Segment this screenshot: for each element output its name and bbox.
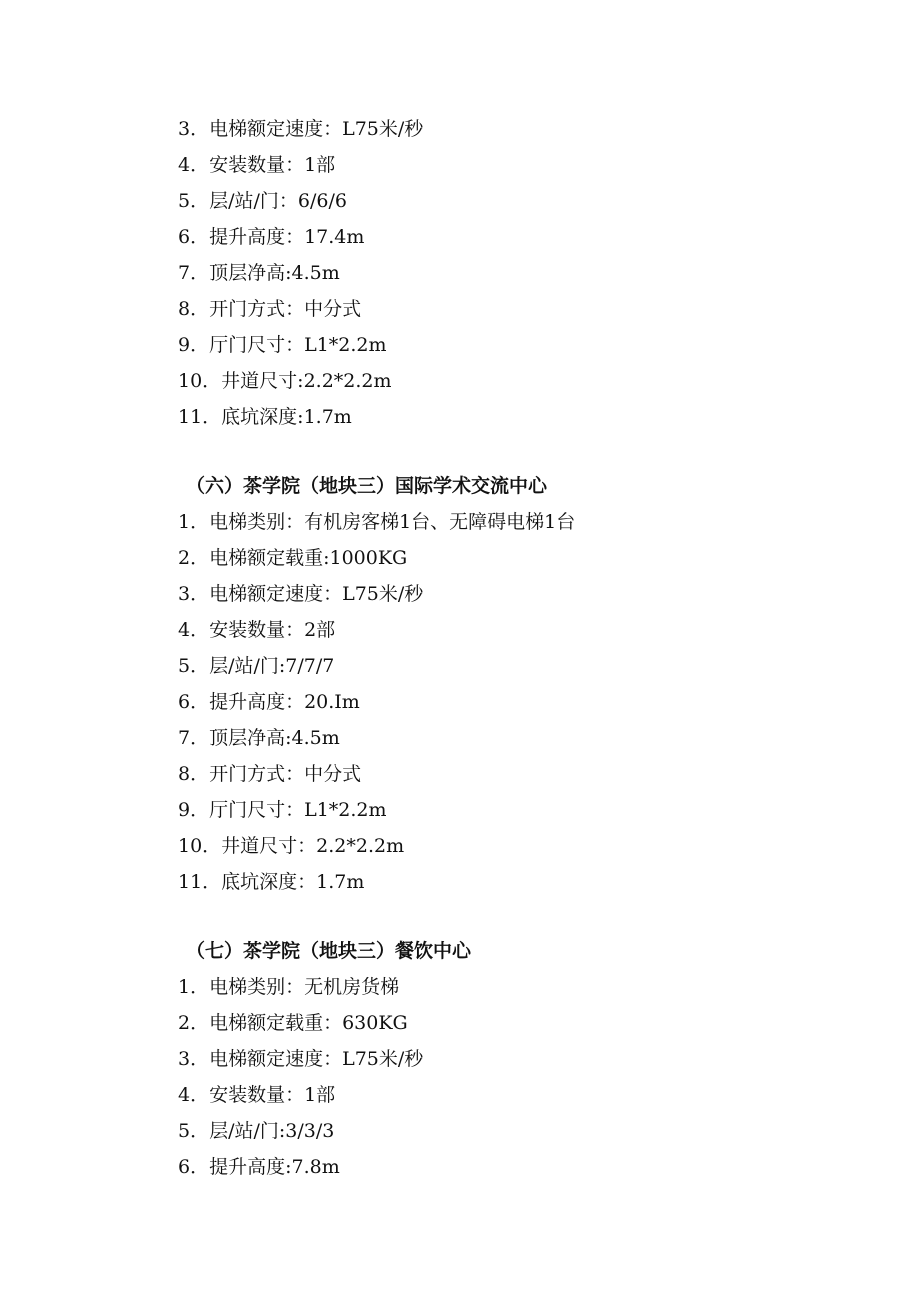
spec-line: 9．厅门尺寸：L1*2.2m — [178, 334, 387, 356]
spec-line: 2．电梯额定载重：630KG — [178, 1012, 408, 1034]
spec-line: 4．安装数量：1部 — [178, 1084, 336, 1106]
spec-line: 10．井道尺寸:2.2*2.2m — [178, 370, 392, 392]
spec-line: 6．提升高度：20.Im — [178, 691, 360, 713]
spec-line: 5．层/站/门：6/6/6 — [178, 190, 347, 212]
spec-line: 11．底坑深度:1.7m — [178, 406, 352, 428]
section-5-tail — [0, 111, 920, 435]
spec-line: 6．提升高度：17.4m — [178, 226, 365, 248]
spec-line: 9．厅门尺寸：L1*2.2m — [178, 799, 387, 821]
spec-line: 4．安装数量：1部 — [178, 154, 336, 176]
spec-line: 3．电梯额定速度：L75米/秒 — [178, 118, 424, 140]
spec-line: 5．层/站/门:7/7/7 — [178, 655, 335, 677]
spec-line: 7．顶层净高:4.5m — [178, 727, 340, 749]
spec-line: 7．顶层净高:4.5m — [178, 262, 340, 284]
spec-line: 11．底坑深度：1.7m — [178, 871, 365, 893]
section-heading: （六）茶学院（地块三）国际学术交流中心 — [186, 475, 548, 497]
section-6 — [0, 468, 920, 900]
spec-line: 10．井道尺寸：2.2*2.2m — [178, 835, 405, 857]
spec-line: 4．安装数量：2部 — [178, 619, 336, 641]
spec-line: 6．提升高度:7.8m — [178, 1156, 340, 1178]
section-heading: （七）茶学院（地块三）餐饮中心 — [186, 940, 472, 962]
spec-line: 5．层/站/门:3/3/3 — [178, 1120, 335, 1142]
section-7 — [0, 933, 920, 1185]
spec-line: 3．电梯额定速度：L75米/秒 — [178, 1048, 424, 1070]
spec-line: 2．电梯额定载重:1000KG — [178, 547, 408, 569]
spec-line: 8．开门方式：中分式 — [178, 298, 362, 320]
spec-line: 8．开门方式：中分式 — [178, 763, 362, 785]
spec-line: 1．电梯类别：无机房货梯 — [178, 976, 400, 998]
spec-line: 3．电梯额定速度：L75米/秒 — [178, 583, 424, 605]
spec-line: 1．电梯类别：有机房客梯1台、无障碍电梯1台 — [178, 511, 576, 533]
